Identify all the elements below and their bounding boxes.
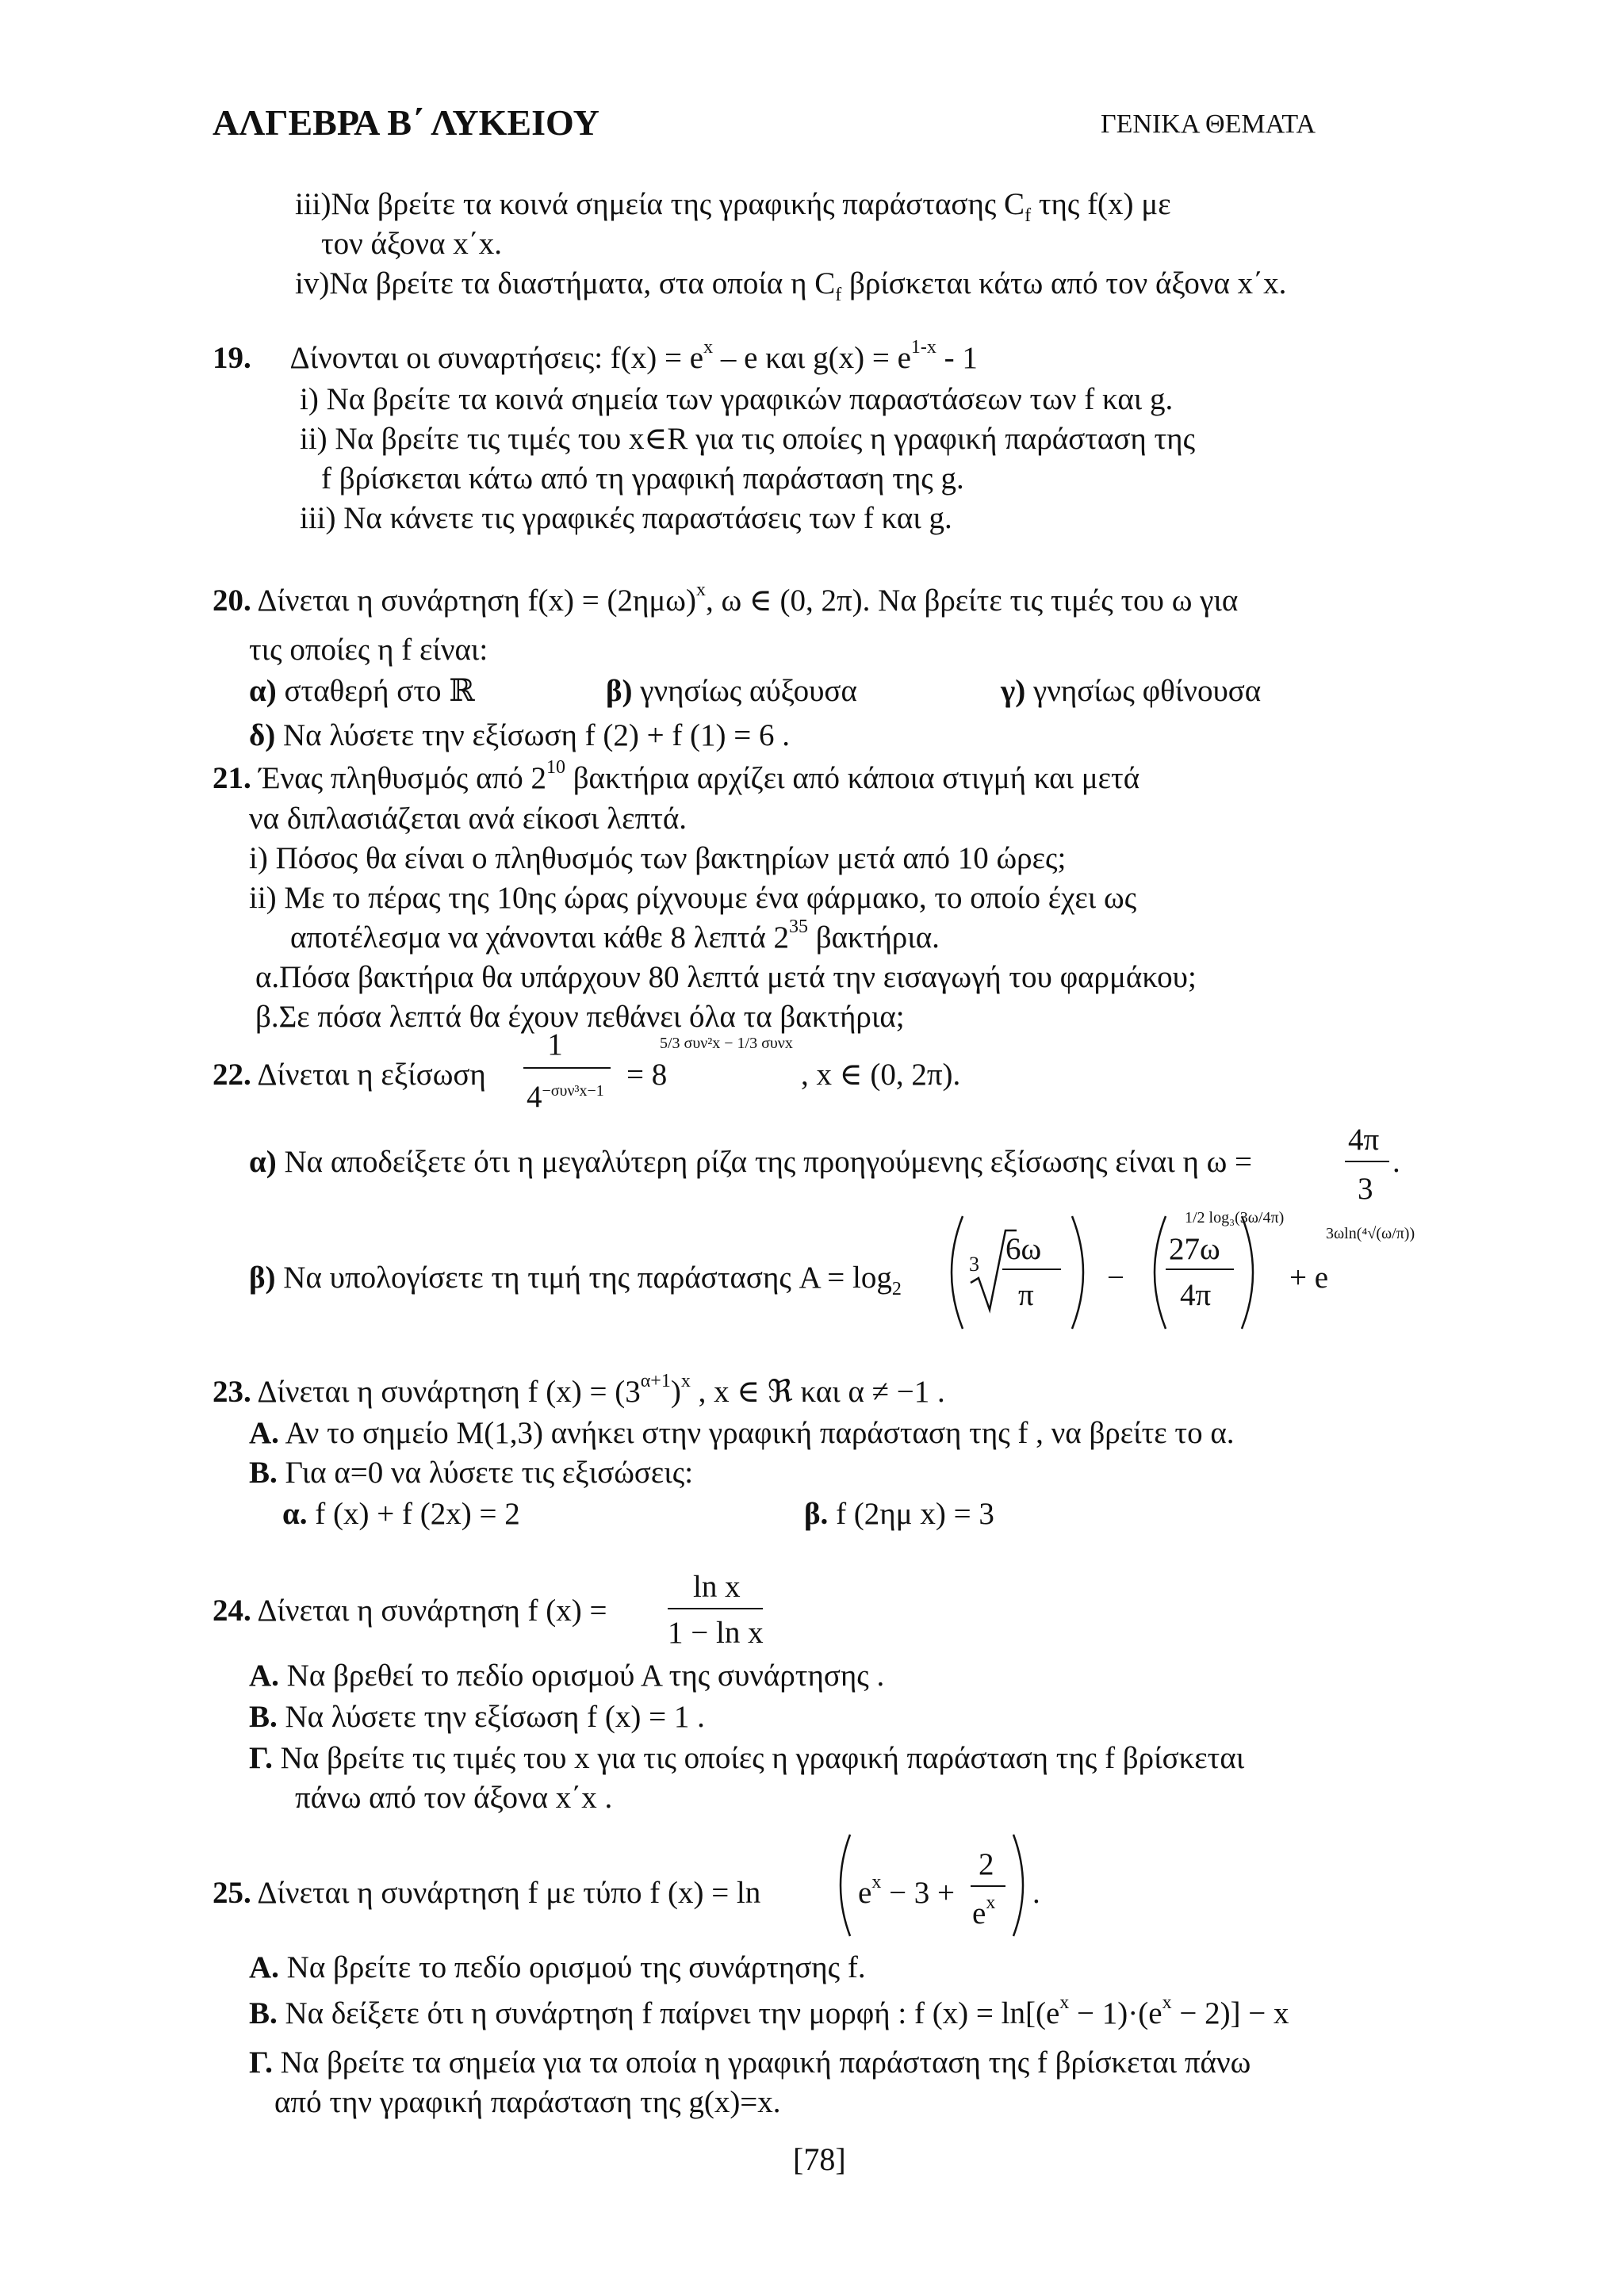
q22-b-f2-num: 27ω: [1169, 1232, 1220, 1266]
q22-part-b: β) Να υπολογίσετε τη τιμή της παράστασης $A = \log_2$: [249, 1261, 902, 1299]
q22-b-f1-num: 6ω: [1005, 1232, 1042, 1266]
q22-b-e: + e: [1289, 1261, 1329, 1295]
text-line: α.Πόσα βακτήρια θα υπάρχουν 80 λεπτά μετά την εισαγωγή του φαρμάκου;: [255, 960, 1197, 994]
header-section: ΓΕΝΙΚΑ ΘΕΜΑΤΑ: [1101, 109, 1316, 139]
root-index: 3: [969, 1253, 979, 1276]
question-19: 19. Δίνονται οι συναρτήσεις: $f(x) = e^x - e$ και $g(x) = e^{1-x} - 1$: [213, 337, 978, 375]
q24-part-a: Α. Να βρεθεί το πεδίο ορισμού Α της συνάρτησης .: [249, 1659, 885, 1693]
option-d: δ) Να λύσετε την εξίσωση f (2) + f (1) = 6 .: [249, 718, 791, 752]
q25-part-b: Β. Να δείξετε ότι η συνάρτηση f παίρνει την μορφή : f $(x) = \ln[(e^x - 1)\cdot(e^x - 2)] - x$: [249, 1992, 1289, 2030]
minus-sign: −: [1107, 1261, 1124, 1295]
right-paren-icon: [1067, 1213, 1099, 1332]
q23-part-b: Β. Για α=0 να λύσετε τις εξισώσεις:: [249, 1456, 694, 1490]
header-title: ΑΛΓΕΒΡΑ Β΄ ΛΥΚΕΙΟΥ: [213, 102, 599, 143]
q25-frac-den: $e^x$: [972, 1892, 996, 1931]
q25-inner: $e^x - 3$ +: [858, 1872, 956, 1910]
q23-eq-a: α. f (x) + f (2x) = 2: [282, 1497, 520, 1531]
q22-b-exponent: 1/2 log₃(3ω/4π): [1185, 1209, 1285, 1226]
text-line: πάνω από τον άξονα x΄x .: [295, 1781, 613, 1815]
fraction-bar: [1345, 1161, 1389, 1162]
right-paren-icon: [1237, 1213, 1269, 1332]
q25-part-a: Α. Να βρείτε το πεδίο ορισμού της συνάρτησης f.: [249, 1950, 866, 1984]
question-24: 24. Δίνεται η συνάρτηση f (x) =: [213, 1594, 607, 1628]
q22-part-a: α) Να αποδείξετε ότι η μεγαλύτερη ρίζα της προηγούμενης εξίσωσης είναι η ω =: [249, 1145, 1253, 1179]
option-c: γ) γνησίως φθίνουσα: [1001, 674, 1262, 708]
q22-a-frac-den: 3: [1358, 1172, 1373, 1206]
text-line: iii)Να βρείτε τα κοινά σημεία της γραφικής παράστασης $C_f$ της f(x) με: [295, 187, 1171, 226]
text-line: β.Σε πόσα λεπτά θα έχουν πεθάνει όλα τα βακτήρια;: [255, 1000, 905, 1034]
text-line: ii) Να βρείτε τις τιμές του x∈R για τις οποίες η γραφική παράσταση της: [300, 422, 1196, 456]
option-a: α) σταθερή στο ℝ: [249, 674, 475, 708]
q22-b-f1-den: π: [1018, 1278, 1034, 1312]
text-line: τις οποίες η f είναι:: [249, 633, 488, 667]
question-23: 23. Δίνεται η συνάρτηση f $(x) = (3^{\alpha+1})^x$ , x ∈ ℜ και α ≠ −1 .: [213, 1371, 945, 1409]
fraction-bar: [1166, 1269, 1234, 1270]
text-line: τον άξονα x΄x.: [321, 227, 502, 261]
text-line: από την γραφική παράσταση της g(x)=x.: [274, 2085, 781, 2119]
q23-part-a: Α. Αν το σημείο Μ(1,3) ανήκει στην γραφική παράσταση της f , να βρείτε το α.: [249, 1416, 1235, 1450]
q24-frac-den: 1 − ln x: [668, 1616, 764, 1650]
q24-frac-num: ln x: [693, 1570, 741, 1604]
text-line: αποτέλεσμα να χάνονται κάθε 8 λεπτά $2^{35}$ βακτήρια.: [290, 916, 940, 955]
q23-eq-b: β. f (2ημ x) = 3: [804, 1497, 994, 1531]
question-25: 25. Δίνεται η συνάρτηση f με τύπο f (x) = ln: [213, 1876, 761, 1910]
fraction-bar: [523, 1067, 611, 1069]
q22-rhs: = 8: [626, 1058, 668, 1092]
fraction-bar: [971, 1885, 1005, 1887]
question-22: 22. Δίνεται η εξίσωση: [213, 1058, 486, 1092]
q22-domain: , x ∈ (0, 2π).: [801, 1058, 961, 1092]
q22-a-frac-num: 4π: [1348, 1123, 1380, 1157]
text-line: i) Πόσος θα είναι ο πληθυσμός των βακτηρίων μετά από 10 ώρες;: [249, 841, 1067, 875]
fraction-bar: [668, 1608, 763, 1609]
page-number: [78]: [793, 2141, 846, 2177]
q25-part-c: Γ. Να βρείτε τα σημεία για τα οποία η γραφική παράσταση της f βρίσκεται πάνω: [249, 2045, 1251, 2080]
text-line: i) Να βρείτε τα κοινά σημεία των γραφικών παραστάσεων των f και g.: [300, 382, 1174, 416]
left-paren-icon: [936, 1213, 967, 1332]
period: .: [1032, 1876, 1040, 1910]
text-line: iii) Να κάνετε τις γραφικές παραστάσεις των f και g.: [300, 501, 952, 535]
q25-frac-num: 2: [979, 1847, 994, 1881]
question-21: 21. Ένας πληθυσμός από $2^{10}$ βακτήρια αρχίζει από κάποια στιγμή και μετά: [213, 757, 1140, 795]
q22-b-f2-den: 4π: [1180, 1278, 1212, 1312]
period: .: [1392, 1145, 1400, 1179]
fraction-bar: [1002, 1269, 1061, 1270]
text-line: να διπλασιάζεται ανά είκοσι λεπτά.: [249, 802, 688, 836]
q24-part-b: Β. Να λύσετε την εξίσωση f (x) = 1 .: [249, 1700, 705, 1734]
q22-frac-num: 1: [547, 1027, 563, 1062]
left-paren-icon: [826, 1831, 855, 1939]
q24-part-c: Γ. Να βρείτε τις τιμές του x για τις οποίες η γραφική παράσταση της f βρίσκεται: [249, 1741, 1245, 1775]
left-paren-icon: [1139, 1213, 1170, 1332]
q22-b-e-exponent: 3ωln(⁴√(ω/π)): [1326, 1225, 1415, 1242]
option-b: β) γνησίως αύξουσα: [606, 674, 857, 708]
q22-frac-den: $4^{-\sigma\upsilon\nu^3x-1}$: [527, 1080, 604, 1114]
text-line: iv)Να βρείτε τα διαστήματα, στα οποία η $C_f$ βρίσκεται κάτω από τον άξονα x΄x.: [295, 266, 1287, 305]
text-line: f βρίσκεται κάτω από τη γραφική παράσταση της g.: [321, 461, 964, 496]
q22-rhs-exponent: 5/3 συν²x − 1/3 συνx: [660, 1035, 793, 1052]
question-20: 20. Δίνεται η συνάρτηση $f(x) = (2\eta\mu\omega)^x$, ω ∈ (0, 2π). Να βρείτε τις τιμές του ω για: [213, 580, 1239, 618]
text-line: ii) Με το πέρας της 10ης ώρας ρίχνουμε ένα φάρμακο, το οποίο έχει ως: [249, 881, 1137, 915]
